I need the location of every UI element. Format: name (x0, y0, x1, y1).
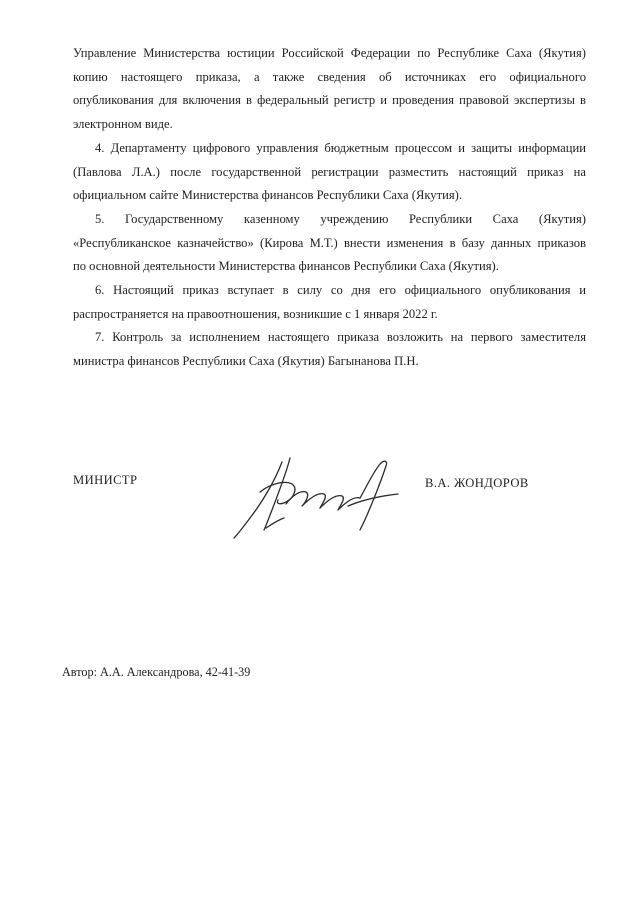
text-line: по основной деятельности Министерства финансов Республики Саха (Якутия). (73, 259, 499, 274)
text-line: 4. Департаменту цифрового управления бюджетным процессом и защиты информации (95, 140, 586, 155)
text-line: 6. Настоящий приказ вступает в силу со дня его официального опубликования и (95, 283, 586, 298)
text-line: опубликования для включения в федеральный регистр и проведения правовой экспертизы в (73, 93, 586, 108)
text-line: официальном сайте Министерства финансов Республики Саха (Якутия). (73, 188, 462, 203)
text-line: министра финансов Республики Саха (Якутия) Багынанова П.Н. (73, 354, 419, 369)
text-line: Управление Министерства юстиции Российской Федерации по Республике Саха (Якутия) (73, 46, 586, 60)
paragraph-item-4 (73, 137, 586, 208)
paragraph-item-7 (73, 326, 586, 373)
text-line: копию настоящего приказа, а также сведения об источниках его официального (73, 69, 586, 84)
document-body (73, 42, 586, 374)
paragraph-continuation (73, 42, 586, 137)
handwritten-signature (220, 448, 410, 543)
paragraph-item-5 (73, 208, 586, 279)
signatory-title: МИНИСТР (73, 473, 138, 487)
text-line: (Павлова Л.А.) после государственной регистрации разместить настоящий приказ на (73, 164, 586, 179)
text-line: 7. Контроль за исполнением настоящего приказа возложить на первого заместителя (95, 330, 586, 345)
text-line: распространяется на правоотношения, возникшие с 1 января 2022 г. (73, 306, 438, 321)
author-line: Автор: А.А. Александрова, 42-41-39 (62, 665, 251, 679)
text-line: электронном виде. (73, 117, 173, 132)
text-line: 5. Государственному казенному учреждению Республики Саха (Якутия) (95, 211, 586, 226)
paragraph-item-6 (73, 279, 586, 326)
text-line: «Республиканское казначейство» (Кирова М.Т.) внести изменения в базу данных приказов (73, 235, 586, 250)
signatory-name: В.А. ЖОНДОРОВ (425, 476, 529, 490)
